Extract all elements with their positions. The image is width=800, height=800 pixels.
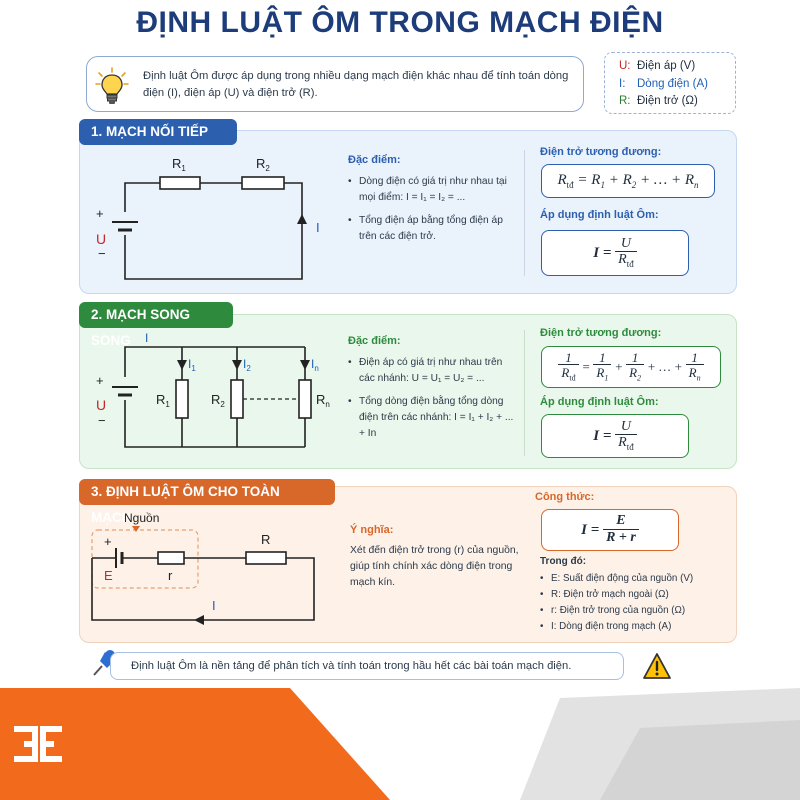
svg-text:R2: $R_2$ (256, 156, 270, 173)
parallel-features-list (348, 355, 518, 449)
voltage-label: U (96, 231, 107, 247)
list-item: • Điện áp có giá trị như nhau trên các nhánh: U = U₁ = U₂ = ... (348, 355, 518, 387)
legend-item-u: U: Điện áp (V) (619, 60, 696, 72)
parallel-ohm-formula: I = $\frac{U}{R_{tđ}}$ (541, 414, 689, 458)
parallel-features-heading: Đặc điểm: (348, 335, 401, 347)
full-circuit-tab: 3. ĐỊNH LUẬT ÔM CHO TOÀN MẠCH (79, 479, 335, 505)
full-circuit-diagram (86, 508, 336, 636)
current-label: I (212, 598, 216, 613)
svg-text:Rn: $R_n$ (316, 392, 330, 409)
series-equiv-heading: Điện trở tương đương: (540, 146, 662, 158)
minus-label: − (98, 246, 106, 261)
minus-label: − (98, 413, 106, 428)
legend-item-r: R: Điện trở (Ω) (619, 95, 698, 107)
footnote-box: Định luật Ôm là nền tảng để phân tích và tính toán trong hầu hết các bài toán mạch điện. (110, 652, 624, 680)
r1-label: R (156, 392, 166, 407)
brand-footer (0, 688, 800, 800)
meaning-heading: Ý nghĩa: (350, 524, 394, 536)
rn-label: R (316, 392, 326, 407)
series-equiv-formula: $R_{tđ} = R_1 + R_2$ + … + $R_n$ (541, 164, 715, 198)
full-circuit-formula: I = $\frac{E}{R + r}$ (541, 509, 679, 551)
svg-text:R1: $R_1$ (172, 156, 186, 173)
plus-label: + (96, 206, 104, 221)
where-list (540, 572, 730, 636)
plus-label: + (104, 534, 112, 549)
lightbulb-icon (95, 67, 129, 107)
list-item: • Dòng điện có giá trị như nhau tại mọi điểm: I = I₁ = I₂ = ... (348, 174, 516, 206)
series-features-heading: Đặc điểm: (348, 154, 401, 166)
emf-label: E (104, 568, 113, 583)
svg-text:I2: $I_2$ (243, 357, 251, 373)
total-current-label: I (145, 331, 149, 345)
list-item: • E: Suất điện động của nguồn (V) (540, 572, 730, 586)
series-ohm-heading: Áp dụng định luật Ôm: (540, 209, 659, 221)
divider (524, 150, 525, 276)
formula-heading: Công thức: (535, 491, 595, 503)
voltage-label: U (96, 397, 107, 413)
series-features-list (348, 174, 516, 252)
list-item: • I: Dòng điện trong mạch (A) (540, 620, 730, 634)
source-label: Nguồn (124, 511, 160, 525)
where-heading: Trong đó: (540, 556, 587, 567)
divider (524, 330, 525, 456)
i1-label: I (188, 357, 192, 371)
svg-text:I1: $I_1$ (188, 357, 196, 373)
i2-label: I (243, 357, 247, 371)
series-ohm-formula: I = $\frac{U}{R_{tđ}}$ (541, 230, 689, 276)
parallel-ohm-heading: Áp dụng định luật Ôm: (540, 396, 659, 408)
parallel-circuit-tab: 2. MẠCH SONG SONG (79, 302, 233, 328)
r2-label: R (256, 156, 266, 171)
svg-text:R2: $R_2$ (211, 392, 225, 409)
warning-icon (642, 652, 672, 680)
meaning-text: Xét đến điện trở trong (r) của nguồn, giúp tính chính xác dòng điện trong mạch kín. (350, 545, 519, 588)
list-item: • Tổng điện áp bằng tổng điện áp trên các điện trở. (348, 213, 516, 245)
list-item: • Tổng dòng điện bằng tổng dòng điện trên các nhánh: I = I₁ + I₂ + ... + In (348, 394, 518, 442)
svg-text:In: $I_n$ (311, 357, 319, 373)
list-item: • r: Điện trở trong của nguồn (Ω) (540, 604, 730, 618)
parallel-equiv-formula: $\frac{1}{R_{tđ}}$ = $\frac{1}{R_1}$ + $\frac{1}{R_2}$ + … + $\frac{1}{R_n}$ (541, 346, 721, 388)
plus-label: + (96, 373, 104, 388)
svg-text:R1: $R_1$ (156, 392, 170, 409)
list-item: • R: Điện trở mạch ngoài (Ω) (540, 588, 730, 602)
series-circuit-tab: 1. MẠCH NỐI TIẾP (79, 119, 237, 145)
legend-item-i: I: Dòng điện (A) (619, 77, 708, 90)
r2-label: R (211, 392, 221, 407)
internal-r-label: r (168, 568, 173, 583)
r1-label: R (172, 156, 182, 171)
intro-box (86, 56, 584, 112)
current-label: I (316, 220, 320, 235)
page-title: ĐỊNH LUẬT ÔM TRONG MẠCH ĐIỆN (136, 6, 664, 39)
external-r-label: R (261, 532, 271, 547)
symbol-legend (604, 52, 736, 114)
intro-text: Định luật Ôm được áp dụng trong nhiều dạng mạch điện khác nhau để tính toán dòng điện (I), điện áp (U) và điện trở (R). (143, 70, 569, 99)
in-label: I (311, 357, 315, 371)
series-circuit-diagram (90, 148, 330, 288)
parallel-equiv-heading: Điện trở tương đương: (540, 327, 662, 339)
parallel-circuit-diagram (90, 330, 340, 460)
